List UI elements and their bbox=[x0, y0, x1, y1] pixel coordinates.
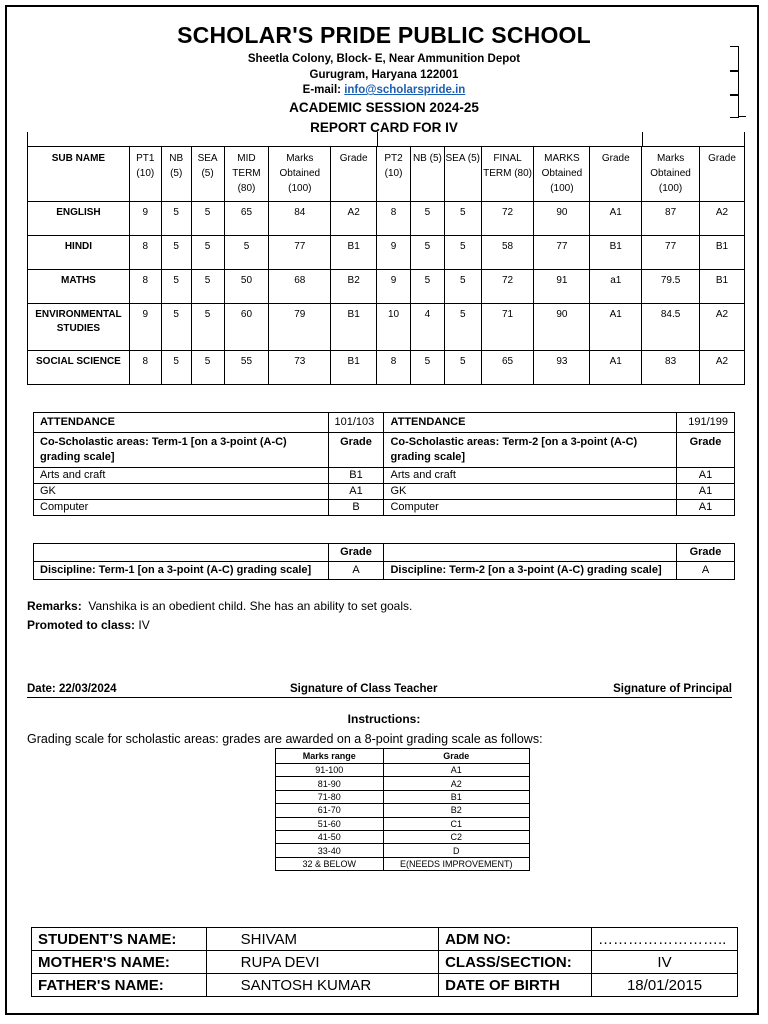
marks-header-cell: Grade bbox=[331, 147, 377, 202]
marks-range: 91-100 bbox=[276, 764, 384, 777]
marks-cell: 9 bbox=[129, 202, 161, 236]
marks-header-subject: SUB NAME bbox=[28, 147, 130, 202]
marks-cell: 5 bbox=[161, 236, 191, 270]
clipped-header-row bbox=[27, 132, 745, 146]
mother-row bbox=[32, 951, 738, 974]
co-scholastic-grade-term2: A1 bbox=[677, 484, 735, 500]
grading-row bbox=[276, 857, 530, 870]
marks-cell: 65 bbox=[224, 202, 269, 236]
marks-cell: 5 bbox=[161, 270, 191, 304]
dob-label: DATE OF BIRTH bbox=[439, 974, 592, 997]
co-scholastic-grade-term1: B1 bbox=[328, 468, 384, 484]
discipline-term2-label: Discipline: Term-2 [on a 3-point (A-C) grading scale] bbox=[384, 562, 677, 580]
subject-name: HINDI bbox=[28, 236, 130, 270]
discipline-table bbox=[33, 543, 735, 580]
discipline-grade-label-term2: Grade bbox=[677, 544, 735, 562]
marks-cell: 5 bbox=[161, 351, 191, 385]
co-scholastic-term1-grade-label: Grade bbox=[328, 433, 384, 468]
subject-name: ENGLISH bbox=[28, 202, 130, 236]
marks-cell: 5 bbox=[224, 236, 269, 270]
discipline-row bbox=[34, 562, 735, 580]
signature-row bbox=[27, 683, 732, 698]
instructions-text: Grading scale for scholastic areas: grades are awarded on a 8-point grading scale as follows: bbox=[27, 732, 543, 746]
attendance-value-term1: 101/103 bbox=[328, 413, 384, 433]
marks-header-cell: SEA (5) bbox=[444, 147, 481, 202]
co-scholastic-area-term1: Computer bbox=[34, 500, 329, 516]
student-details-table bbox=[31, 927, 738, 997]
grade-value: C1 bbox=[383, 817, 530, 830]
student-name-label: STUDENT’S NAME: bbox=[32, 928, 207, 951]
grade-value: A2 bbox=[383, 777, 530, 790]
marks-row bbox=[28, 351, 745, 385]
discipline-term1-label: Discipline: Term-1 [on a 3-point (A-C) grading scale] bbox=[34, 562, 329, 580]
marks-cell: B1 bbox=[331, 304, 377, 351]
grade-value: E(NEEDS IMPROVEMENT) bbox=[383, 857, 530, 870]
marks-range: 81-90 bbox=[276, 777, 384, 790]
grade-value: C2 bbox=[383, 830, 530, 843]
marks-cell: 9 bbox=[129, 304, 161, 351]
bracket-decoration bbox=[730, 94, 739, 118]
marks-row bbox=[28, 236, 745, 270]
school-address-line1: Sheetla Colony, Block- E, Near Ammunition Depot bbox=[247, 53, 521, 65]
subject-name: SOCIAL SCIENCE bbox=[28, 351, 130, 385]
bracket-decoration bbox=[730, 46, 739, 72]
marks-cell: 90 bbox=[534, 202, 590, 236]
marks-cell: 83 bbox=[642, 351, 700, 385]
attendance-label-term2: ATTENDANCE bbox=[384, 413, 677, 433]
grading-header-range: Marks range bbox=[276, 749, 384, 764]
grade-value: B2 bbox=[383, 804, 530, 817]
marks-cell: A2 bbox=[331, 202, 377, 236]
marks-cell: B1 bbox=[590, 236, 642, 270]
grading-row bbox=[276, 777, 530, 790]
student-name-value: SHIVAM bbox=[206, 928, 438, 951]
marks-cell: A1 bbox=[590, 304, 642, 351]
remarks-text: Vanshika is an obedient child. She has an ability to set goals. bbox=[88, 599, 413, 613]
marks-header-cell: Marks Obtained (100) bbox=[642, 147, 700, 202]
marks-cell: 77 bbox=[534, 236, 590, 270]
marks-cell: A2 bbox=[700, 304, 745, 351]
marks-cell: 58 bbox=[481, 236, 534, 270]
marks-cell: A1 bbox=[590, 351, 642, 385]
class-teacher-signature: Signature of Class Teacher bbox=[290, 683, 438, 695]
marks-cell: 65 bbox=[481, 351, 534, 385]
marks-header-cell: MARKS Obtained (100) bbox=[534, 147, 590, 202]
co-scholastic-grade-term1: B bbox=[328, 500, 384, 516]
grading-row bbox=[276, 844, 530, 857]
marks-cell: 8 bbox=[129, 236, 161, 270]
grade-value: B1 bbox=[383, 790, 530, 803]
grading-header-grade: Grade bbox=[383, 749, 530, 764]
instructions-heading: Instructions: bbox=[347, 712, 421, 726]
class-section-value: IV bbox=[592, 951, 738, 974]
promoted-value: IV bbox=[138, 618, 150, 632]
marks-header-cell: Grade bbox=[590, 147, 642, 202]
co-scholastic-term2-grade-label: Grade bbox=[677, 433, 735, 468]
marks-cell: B1 bbox=[331, 236, 377, 270]
marks-cell: 91 bbox=[534, 270, 590, 304]
marks-cell: 5 bbox=[444, 304, 481, 351]
grading-row bbox=[276, 764, 530, 777]
co-scholastic-row bbox=[34, 500, 735, 516]
bracket-decoration bbox=[730, 70, 739, 96]
remarks-label: Remarks: bbox=[27, 599, 82, 613]
mother-name-label: MOTHER'S NAME: bbox=[32, 951, 207, 974]
marks-range: 32 & BELOW bbox=[276, 857, 384, 870]
marks-cell: B1 bbox=[700, 270, 745, 304]
marks-cell: 5 bbox=[191, 236, 224, 270]
marks-cell: 5 bbox=[191, 351, 224, 385]
marks-header-cell: NB (5) bbox=[410, 147, 444, 202]
marks-header-cell: PT1 (10) bbox=[129, 147, 161, 202]
marks-cell: 73 bbox=[269, 351, 331, 385]
co-scholastic-term2-heading: Co-Scholastic areas: Term-2 [on a 3-point (A-C) grading scale] bbox=[384, 433, 677, 468]
marks-cell: 8 bbox=[129, 351, 161, 385]
email-link[interactable]: info@scholarspride.in bbox=[344, 84, 466, 96]
marks-cell: A2 bbox=[700, 202, 745, 236]
co-scholastic-area-term1: GK bbox=[34, 484, 329, 500]
father-name-label: FATHER'S NAME: bbox=[32, 974, 207, 997]
marks-cell: 5 bbox=[410, 270, 444, 304]
marks-cell: 77 bbox=[269, 236, 331, 270]
marks-cell: 10 bbox=[377, 304, 411, 351]
grading-row bbox=[276, 804, 530, 817]
adm-no-label: ADM NO: bbox=[439, 928, 592, 951]
marks-table bbox=[27, 146, 745, 385]
marks-row bbox=[28, 304, 745, 351]
marks-header-row bbox=[28, 147, 745, 202]
marks-cell: 5 bbox=[410, 236, 444, 270]
marks-cell: a1 bbox=[590, 270, 642, 304]
marks-cell: 79 bbox=[269, 304, 331, 351]
marks-header-cell: NB (5) bbox=[161, 147, 191, 202]
marks-row bbox=[28, 202, 745, 236]
grading-row bbox=[276, 830, 530, 843]
marks-cell: 5 bbox=[444, 236, 481, 270]
marks-header-cell: Marks Obtained (100) bbox=[269, 147, 331, 202]
discipline-grade-label-term1: Grade bbox=[328, 544, 384, 562]
discipline-term1-grade: A bbox=[328, 562, 384, 580]
marks-header-cell: PT2 (10) bbox=[377, 147, 411, 202]
attendance-value-term2: 191/199 bbox=[677, 413, 735, 433]
remarks-line bbox=[27, 599, 412, 613]
marks-header-cell: Grade bbox=[700, 147, 745, 202]
co-scholastic-area-term2: Computer bbox=[384, 500, 677, 516]
marks-cell: 4 bbox=[410, 304, 444, 351]
marks-cell: 5 bbox=[410, 202, 444, 236]
attendance-table bbox=[33, 412, 735, 516]
marks-cell: 87 bbox=[642, 202, 700, 236]
marks-cell: 90 bbox=[534, 304, 590, 351]
marks-cell: 5 bbox=[444, 270, 481, 304]
grade-value: A1 bbox=[383, 764, 530, 777]
discipline-blank-cell bbox=[34, 544, 329, 562]
school-name: SCHOLAR'S PRIDE PUBLIC SCHOOL bbox=[177, 22, 591, 48]
subject-name: MATHS bbox=[28, 270, 130, 304]
marks-cell: 5 bbox=[444, 202, 481, 236]
marks-row bbox=[28, 270, 745, 304]
co-scholastic-heading-row bbox=[34, 433, 735, 468]
date-text: Date: 22/03/2024 bbox=[27, 683, 117, 695]
grading-row bbox=[276, 790, 530, 803]
marks-cell: 84.5 bbox=[642, 304, 700, 351]
co-scholastic-area-term2: Arts and craft bbox=[384, 468, 677, 484]
marks-range: 51-60 bbox=[276, 817, 384, 830]
school-email-line bbox=[0, 84, 768, 96]
marks-cell: 5 bbox=[191, 202, 224, 236]
discipline-blank-cell bbox=[384, 544, 677, 562]
co-scholastic-area-term1: Arts and craft bbox=[34, 468, 329, 484]
marks-range: 71-80 bbox=[276, 790, 384, 803]
marks-header-cell: FINAL TERM (80) bbox=[481, 147, 534, 202]
marks-cell: 5 bbox=[410, 351, 444, 385]
father-name-value: SANTOSH KUMAR bbox=[206, 974, 438, 997]
marks-cell: 9 bbox=[377, 270, 411, 304]
co-scholastic-area-term2: GK bbox=[384, 484, 677, 500]
school-address-line2: Gurugram, Haryana 122001 bbox=[309, 69, 459, 81]
marks-cell: 8 bbox=[377, 202, 411, 236]
marks-cell: B1 bbox=[331, 351, 377, 385]
marks-range: 33-40 bbox=[276, 844, 384, 857]
marks-cell: 79.5 bbox=[642, 270, 700, 304]
marks-cell: 55 bbox=[224, 351, 269, 385]
marks-cell: 72 bbox=[481, 202, 534, 236]
promoted-line bbox=[27, 618, 150, 632]
marks-header-cell: SEA (5) bbox=[191, 147, 224, 202]
marks-cell: 72 bbox=[481, 270, 534, 304]
discipline-header-row bbox=[34, 544, 735, 562]
marks-cell: 8 bbox=[377, 351, 411, 385]
email-label: E-mail: bbox=[302, 84, 345, 96]
adm-no-value: …………………….. bbox=[592, 928, 738, 951]
mother-name-value: RUPA DEVI bbox=[206, 951, 438, 974]
marks-cell: 5 bbox=[161, 202, 191, 236]
bracket-tail bbox=[738, 116, 746, 117]
report-card-title: REPORT CARD FOR IV bbox=[310, 120, 458, 135]
attendance-label-term1: ATTENDANCE bbox=[34, 413, 329, 433]
marks-cell: B1 bbox=[700, 236, 745, 270]
grading-scale-table bbox=[275, 748, 530, 871]
marks-cell: 68 bbox=[269, 270, 331, 304]
father-row bbox=[32, 974, 738, 997]
co-scholastic-term1-heading: Co-Scholastic areas: Term-1 [on a 3-point (A-C) grading scale] bbox=[34, 433, 329, 468]
marks-cell: A1 bbox=[590, 202, 642, 236]
subject-name: ENVIRONMENTAL STUDIES bbox=[28, 304, 130, 351]
marks-cell: 50 bbox=[224, 270, 269, 304]
marks-cell: 60 bbox=[224, 304, 269, 351]
co-scholastic-grade-term1: A1 bbox=[328, 484, 384, 500]
marks-range: 41-50 bbox=[276, 830, 384, 843]
student-row bbox=[32, 928, 738, 951]
marks-header-cell: MID TERM (80) bbox=[224, 147, 269, 202]
marks-cell: 84 bbox=[269, 202, 331, 236]
grading-header-row bbox=[276, 749, 530, 764]
class-section-label: CLASS/SECTION: bbox=[439, 951, 592, 974]
grading-row bbox=[276, 817, 530, 830]
marks-cell: 5 bbox=[191, 304, 224, 351]
marks-cell: B2 bbox=[331, 270, 377, 304]
marks-cell: 93 bbox=[534, 351, 590, 385]
marks-cell: 8 bbox=[129, 270, 161, 304]
co-scholastic-grade-term2: A1 bbox=[677, 468, 735, 484]
discipline-term2-grade: A bbox=[677, 562, 735, 580]
grade-value: D bbox=[383, 844, 530, 857]
marks-cell: 9 bbox=[377, 236, 411, 270]
marks-cell: 71 bbox=[481, 304, 534, 351]
academic-session: ACADEMIC SESSION 2024-25 bbox=[289, 100, 479, 115]
promoted-label: Promoted to class: bbox=[27, 618, 136, 632]
marks-cell: 5 bbox=[161, 304, 191, 351]
marks-cell: 5 bbox=[444, 351, 481, 385]
marks-cell: 5 bbox=[191, 270, 224, 304]
co-scholastic-row bbox=[34, 484, 735, 500]
marks-range: 61-70 bbox=[276, 804, 384, 817]
marks-cell: A2 bbox=[700, 351, 745, 385]
attendance-row bbox=[34, 413, 735, 433]
dob-value: 18/01/2015 bbox=[592, 974, 738, 997]
co-scholastic-row bbox=[34, 468, 735, 484]
principal-signature: Signature of Principal bbox=[613, 683, 732, 695]
co-scholastic-grade-term2: A1 bbox=[677, 500, 735, 516]
marks-cell: 77 bbox=[642, 236, 700, 270]
